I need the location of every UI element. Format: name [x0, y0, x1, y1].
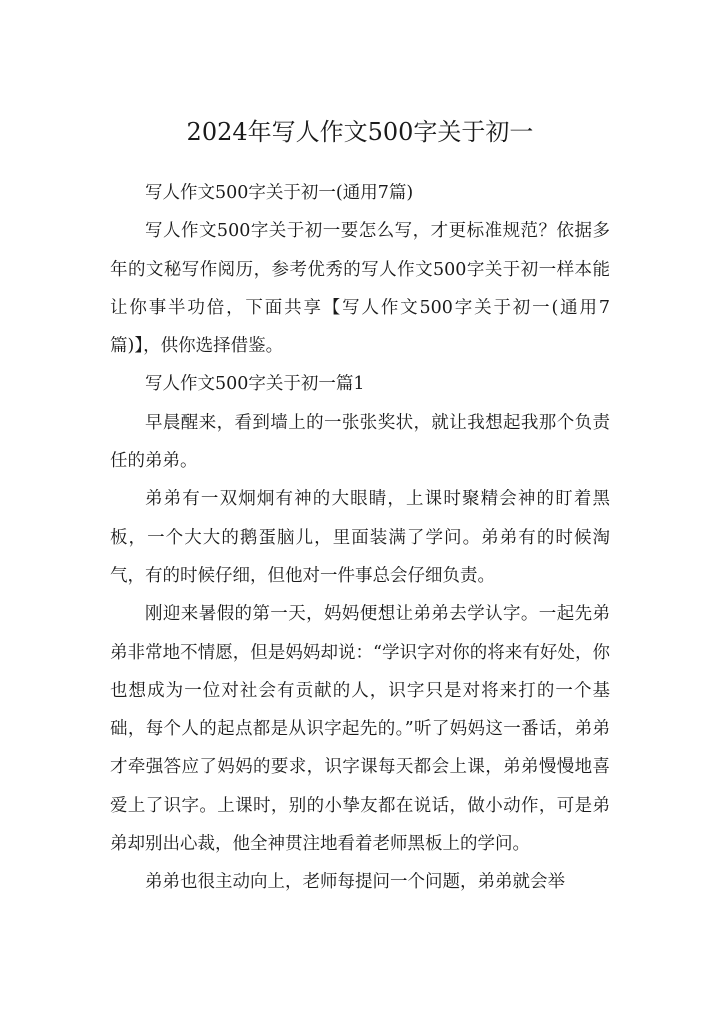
- paragraph: 弟弟也很主动向上，老师每提问一个问题，弟弟就会举: [145, 872, 565, 893]
- paragraph-section-heading: 写人作文500字关于初一篇1: [145, 374, 365, 395]
- document-title: 2024年写人作文500字关于初一: [186, 118, 534, 146]
- paragraph-intro: 写人作文500字关于初一要怎么写，才更标准规范？依据多年的文秘写作阅历，参考优秀的写人作文500字关于初一样本能让你事半功倍，下面共享【写人作文500字关于初一(通用7篇)】，供你选择借鉴。: [110, 221, 610, 357]
- paragraph-subtitle: 写人作文500字关于初一(通用7篇): [145, 183, 414, 203]
- document-body: [110, 174, 610, 902]
- paragraph: 弟弟有一双炯炯有神的大眼睛，上课时聚精会神的盯着黑板，一个大大的鹅蛋脑儿，里面装满了学问。弟弟有的时候淘气，有的时候仔细，但他对一件事总会仔细负责。: [110, 489, 610, 586]
- paragraph: 早晨醒来，看到墙上的一张张奖状，就让我想起我那个负责任的弟弟。: [110, 412, 610, 472]
- paragraph: 刚迎来暑假的第一天，妈妈便想让弟弟去学认字。一起先弟弟非常地不情愿，但是妈妈却说：“学识字对你的将来有好处，你也想成为一位对社会有贡献的人，识字只是对将来打的一个基础，每个人的起点都是从识字起先的。”听了妈妈这一番话，弟弟才牵强答应了妈妈的要求，识字课每天都会上课，弟弟慢慢地喜爱上了识字。上课时，别的小挚友都在说话，做小动作，可是弟弟却别出心裁，他全神贯注地看着老师黑板上的学问。: [110, 604, 610, 855]
